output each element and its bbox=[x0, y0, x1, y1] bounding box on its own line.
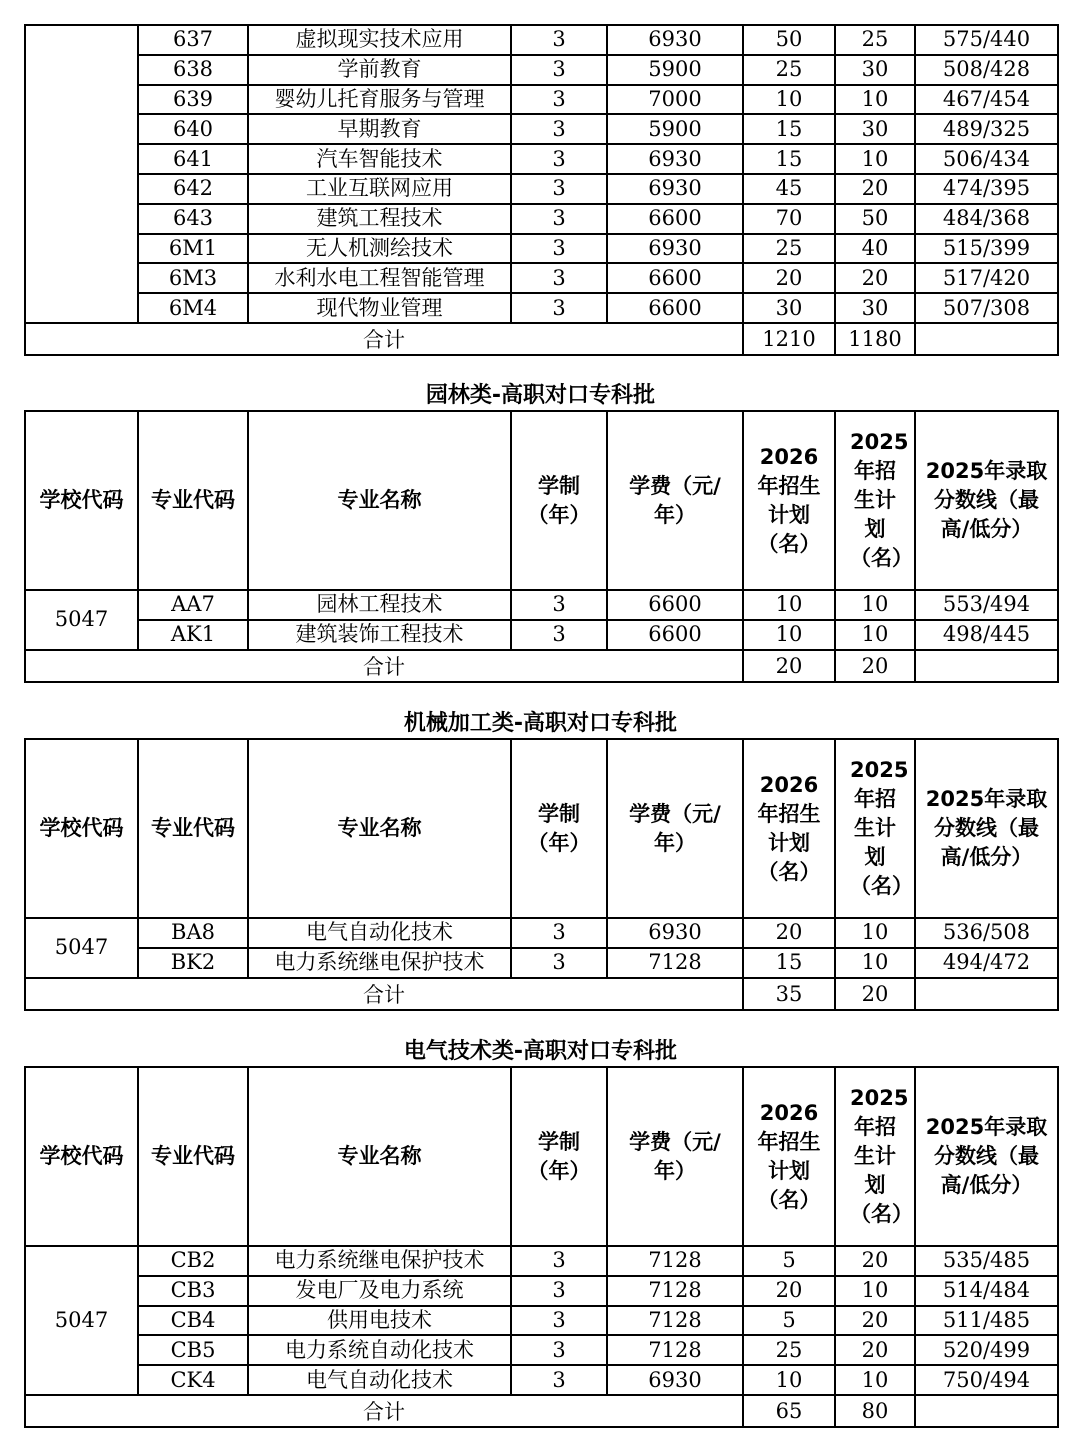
plan-2025: 50 bbox=[835, 204, 915, 234]
plan-2026: 15 bbox=[743, 948, 835, 978]
table-row bbox=[25, 263, 1058, 293]
table-row bbox=[25, 114, 1058, 144]
duration: 3 bbox=[511, 234, 607, 264]
table-row bbox=[25, 1365, 1058, 1395]
plan-2026: 50 bbox=[743, 25, 835, 55]
tuition: 6600 bbox=[607, 293, 743, 323]
plan-2026: 5 bbox=[743, 1306, 835, 1336]
duration: 3 bbox=[511, 948, 607, 978]
header-score-2025: 2025年录取分数线（最高/低分） bbox=[915, 1067, 1058, 1246]
table-row bbox=[25, 25, 1058, 55]
tuition: 7128 bbox=[607, 1276, 743, 1306]
major-code: 639 bbox=[138, 85, 248, 115]
total-plan-2026: 20 bbox=[743, 650, 835, 682]
plan-2025: 20 bbox=[835, 1306, 915, 1336]
table-row bbox=[25, 590, 1058, 620]
header-plan-2026: 2026年招生计划（名） bbox=[743, 1067, 835, 1246]
header-major-name: 专业名称 bbox=[248, 739, 511, 918]
header-duration: 学制（年） bbox=[511, 411, 607, 590]
school-code: 5047 bbox=[25, 590, 138, 650]
header-major-name: 专业名称 bbox=[248, 411, 511, 590]
plan-2026: 30 bbox=[743, 293, 835, 323]
total-plan-2026: 65 bbox=[743, 1395, 835, 1427]
score-2025: 467/454 bbox=[915, 85, 1058, 115]
total-plan-2025: 20 bbox=[835, 978, 915, 1010]
plan-2025: 20 bbox=[835, 1335, 915, 1365]
score-2025: 511/485 bbox=[915, 1306, 1058, 1336]
major-name: 婴幼儿托育服务与管理 bbox=[248, 85, 511, 115]
total-label: 合计 bbox=[25, 323, 743, 355]
total-row bbox=[25, 978, 1058, 1010]
tuition: 6930 bbox=[607, 234, 743, 264]
major-code: 637 bbox=[138, 25, 248, 55]
plan-2026: 25 bbox=[743, 55, 835, 85]
table-header bbox=[25, 1067, 1058, 1246]
table-row bbox=[25, 1276, 1058, 1306]
header-school-code: 学校代码 bbox=[25, 739, 138, 918]
tuition: 5900 bbox=[607, 114, 743, 144]
plan-2025: 10 bbox=[835, 1365, 915, 1395]
major-code: 6M1 bbox=[138, 234, 248, 264]
major-code: CB5 bbox=[138, 1335, 248, 1365]
plan-2026: 10 bbox=[743, 85, 835, 115]
major-name: 现代物业管理 bbox=[248, 293, 511, 323]
table-row bbox=[25, 85, 1058, 115]
table-row bbox=[25, 144, 1058, 174]
plan-2026: 25 bbox=[743, 1335, 835, 1365]
duration: 3 bbox=[511, 1276, 607, 1306]
score-2025: 520/499 bbox=[915, 1335, 1058, 1365]
plan-2026: 15 bbox=[743, 144, 835, 174]
header-school-code: 学校代码 bbox=[25, 1067, 138, 1246]
school-code: 5047 bbox=[25, 1246, 138, 1395]
major-code: CK4 bbox=[138, 1365, 248, 1395]
major-code: BK2 bbox=[138, 948, 248, 978]
duration: 3 bbox=[511, 263, 607, 293]
plan-2025: 30 bbox=[835, 114, 915, 144]
tuition: 6930 bbox=[607, 174, 743, 204]
tuition: 7128 bbox=[607, 948, 743, 978]
header-score-2025: 2025年录取分数线（最高/低分） bbox=[915, 411, 1058, 590]
total-plan-2025: 80 bbox=[835, 1395, 915, 1427]
plan-2025: 10 bbox=[835, 144, 915, 174]
major-name: 虚拟现实技术应用 bbox=[248, 25, 511, 55]
duration: 3 bbox=[511, 1306, 607, 1336]
duration: 3 bbox=[511, 174, 607, 204]
tuition: 6930 bbox=[607, 1365, 743, 1395]
score-2025: 494/472 bbox=[915, 948, 1058, 978]
duration: 3 bbox=[511, 590, 607, 620]
plan-2026: 45 bbox=[743, 174, 835, 204]
header-school-code: 学校代码 bbox=[25, 411, 138, 590]
major-code: 6M3 bbox=[138, 263, 248, 293]
duration: 3 bbox=[511, 25, 607, 55]
plan-2026: 10 bbox=[743, 1365, 835, 1395]
major-code: 642 bbox=[138, 174, 248, 204]
total-row bbox=[25, 650, 1058, 682]
plan-2025: 10 bbox=[835, 85, 915, 115]
table-body bbox=[25, 590, 1058, 682]
major-code: CB4 bbox=[138, 1306, 248, 1336]
duration: 3 bbox=[511, 55, 607, 85]
header-duration: 学制（年） bbox=[511, 739, 607, 918]
table-row bbox=[25, 204, 1058, 234]
tuition: 6600 bbox=[607, 204, 743, 234]
header-major-code: 专业代码 bbox=[138, 411, 248, 590]
header-duration: 学制（年） bbox=[511, 1067, 607, 1246]
plan-2026: 20 bbox=[743, 1276, 835, 1306]
major-name: 供用电技术 bbox=[248, 1306, 511, 1336]
duration: 3 bbox=[511, 620, 607, 650]
tuition: 6600 bbox=[607, 590, 743, 620]
duration: 3 bbox=[511, 114, 607, 144]
score-2025: 489/325 bbox=[915, 114, 1058, 144]
header-major-code: 专业代码 bbox=[138, 1067, 248, 1246]
total-label: 合计 bbox=[25, 978, 743, 1010]
major-code: 643 bbox=[138, 204, 248, 234]
table-row bbox=[25, 948, 1058, 978]
plan-2025: 20 bbox=[835, 263, 915, 293]
header-plan-2026: 2026年招生计划（名） bbox=[743, 739, 835, 918]
score-2025: 507/308 bbox=[915, 293, 1058, 323]
tuition: 6930 bbox=[607, 144, 743, 174]
major-name: 电气自动化技术 bbox=[248, 1365, 511, 1395]
score-2025: 508/428 bbox=[915, 55, 1058, 85]
total-row bbox=[25, 1395, 1058, 1427]
plan-2026: 70 bbox=[743, 204, 835, 234]
total-plan-2025: 20 bbox=[835, 650, 915, 682]
major-name: 工业互联网应用 bbox=[248, 174, 511, 204]
duration: 3 bbox=[511, 1365, 607, 1395]
major-name: 建筑工程技术 bbox=[248, 204, 511, 234]
tuition: 6930 bbox=[607, 25, 743, 55]
table-electrical bbox=[24, 1066, 1059, 1428]
major-name: 电力系统继电保护技术 bbox=[248, 948, 511, 978]
total-score bbox=[915, 978, 1058, 1010]
duration: 3 bbox=[511, 293, 607, 323]
score-2025: 515/399 bbox=[915, 234, 1058, 264]
score-2025: 536/508 bbox=[915, 918, 1058, 948]
major-name: 水利水电工程智能管理 bbox=[248, 263, 511, 293]
major-code: AA7 bbox=[138, 590, 248, 620]
plan-2025: 20 bbox=[835, 1246, 915, 1276]
header-tuition: 学费（元/年） bbox=[607, 1067, 743, 1246]
table-row bbox=[25, 918, 1058, 948]
major-code: CB3 bbox=[138, 1276, 248, 1306]
duration: 3 bbox=[511, 204, 607, 234]
tuition: 6930 bbox=[607, 918, 743, 948]
major-name: 发电厂及电力系统 bbox=[248, 1276, 511, 1306]
duration: 3 bbox=[511, 1335, 607, 1365]
table-row bbox=[25, 1335, 1058, 1365]
score-2025: 575/440 bbox=[915, 25, 1058, 55]
major-name: 建筑装饰工程技术 bbox=[248, 620, 511, 650]
table-machining bbox=[24, 738, 1059, 1011]
header-tuition: 学费（元/年） bbox=[607, 739, 743, 918]
score-2025: 498/445 bbox=[915, 620, 1058, 650]
header-plan-2025: 2025年招生计划（名） bbox=[835, 411, 915, 590]
score-2025: 506/434 bbox=[915, 144, 1058, 174]
header-plan-2025: 2025年招生计划（名） bbox=[835, 739, 915, 918]
plan-2025: 10 bbox=[835, 590, 915, 620]
total-label: 合计 bbox=[25, 1395, 743, 1427]
tuition: 6600 bbox=[607, 263, 743, 293]
header-plan-2026: 2026年招生计划（名） bbox=[743, 411, 835, 590]
major-code: 6M4 bbox=[138, 293, 248, 323]
plan-2026: 15 bbox=[743, 114, 835, 144]
plan-2025: 20 bbox=[835, 174, 915, 204]
plan-2025: 30 bbox=[835, 55, 915, 85]
school-code: 5047 bbox=[25, 918, 138, 978]
tuition: 7128 bbox=[607, 1246, 743, 1276]
major-code: CB2 bbox=[138, 1246, 248, 1276]
total-score bbox=[915, 650, 1058, 682]
table-row bbox=[25, 1246, 1058, 1276]
plan-2025: 10 bbox=[835, 620, 915, 650]
plan-2025: 10 bbox=[835, 918, 915, 948]
table-body bbox=[25, 25, 1058, 355]
header-major-code: 专业代码 bbox=[138, 739, 248, 918]
header-tuition: 学费（元/年） bbox=[607, 411, 743, 590]
tuition: 5900 bbox=[607, 55, 743, 85]
duration: 3 bbox=[511, 918, 607, 948]
total-label: 合计 bbox=[25, 650, 743, 682]
plan-2025: 30 bbox=[835, 293, 915, 323]
tuition: 7128 bbox=[607, 1306, 743, 1336]
major-name: 电气自动化技术 bbox=[248, 918, 511, 948]
score-2025: 514/484 bbox=[915, 1276, 1058, 1306]
total-score bbox=[915, 1395, 1058, 1427]
major-code: BA8 bbox=[138, 918, 248, 948]
plan-2026: 10 bbox=[743, 590, 835, 620]
score-2025: 750/494 bbox=[915, 1365, 1058, 1395]
major-code: 641 bbox=[138, 144, 248, 174]
school-code-cell bbox=[25, 25, 138, 323]
major-code: 640 bbox=[138, 114, 248, 144]
table-row bbox=[25, 55, 1058, 85]
score-2025: 517/420 bbox=[915, 263, 1058, 293]
total-row bbox=[25, 323, 1058, 355]
score-2025: 535/485 bbox=[915, 1246, 1058, 1276]
table-body bbox=[25, 918, 1058, 1010]
table-row bbox=[25, 174, 1058, 204]
plan-2025: 40 bbox=[835, 234, 915, 264]
major-name: 无人机测绘技术 bbox=[248, 234, 511, 264]
total-score bbox=[915, 323, 1058, 355]
duration: 3 bbox=[511, 85, 607, 115]
table-row bbox=[25, 234, 1058, 264]
header-score-2025: 2025年录取分数线（最高/低分） bbox=[915, 739, 1058, 918]
tuition: 7000 bbox=[607, 85, 743, 115]
score-2025: 553/494 bbox=[915, 590, 1058, 620]
plan-2025: 10 bbox=[835, 1276, 915, 1306]
tuition: 6600 bbox=[607, 620, 743, 650]
table-header bbox=[25, 739, 1058, 918]
duration: 3 bbox=[511, 144, 607, 174]
plan-2026: 25 bbox=[743, 234, 835, 264]
total-plan-2026: 1210 bbox=[743, 323, 835, 355]
tuition: 7128 bbox=[607, 1335, 743, 1365]
section-title: 园林类-高职对口专科批 bbox=[425, 383, 656, 408]
section-title: 机械加工类-高职对口专科批 bbox=[403, 711, 678, 736]
total-plan-2026: 35 bbox=[743, 978, 835, 1010]
score-2025: 474/395 bbox=[915, 174, 1058, 204]
header-major-name: 专业名称 bbox=[248, 1067, 511, 1246]
major-name: 汽车智能技术 bbox=[248, 144, 511, 174]
major-name: 电力系统继电保护技术 bbox=[248, 1246, 511, 1276]
major-name: 早期教育 bbox=[248, 114, 511, 144]
plan-2025: 25 bbox=[835, 25, 915, 55]
major-code: 638 bbox=[138, 55, 248, 85]
major-name: 园林工程技术 bbox=[248, 590, 511, 620]
plan-2026: 20 bbox=[743, 263, 835, 293]
plan-2026: 20 bbox=[743, 918, 835, 948]
header-plan-2025: 2025年招生计划（名） bbox=[835, 1067, 915, 1246]
plan-2026: 10 bbox=[743, 620, 835, 650]
total-plan-2025: 1180 bbox=[835, 323, 915, 355]
table-header bbox=[25, 411, 1058, 590]
plan-2025: 10 bbox=[835, 948, 915, 978]
table-body bbox=[25, 1246, 1058, 1427]
table-row bbox=[25, 620, 1058, 650]
major-code: AK1 bbox=[138, 620, 248, 650]
score-2025: 484/368 bbox=[915, 204, 1058, 234]
table-landscape bbox=[24, 410, 1059, 683]
table-row bbox=[25, 1306, 1058, 1336]
duration: 3 bbox=[511, 1246, 607, 1276]
major-name: 学前教育 bbox=[248, 55, 511, 85]
table-continued bbox=[24, 24, 1059, 356]
major-name: 电力系统自动化技术 bbox=[248, 1335, 511, 1365]
section-title: 电气技术类-高职对口专科批 bbox=[403, 1039, 678, 1064]
table-row bbox=[25, 293, 1058, 323]
plan-2026: 5 bbox=[743, 1246, 835, 1276]
